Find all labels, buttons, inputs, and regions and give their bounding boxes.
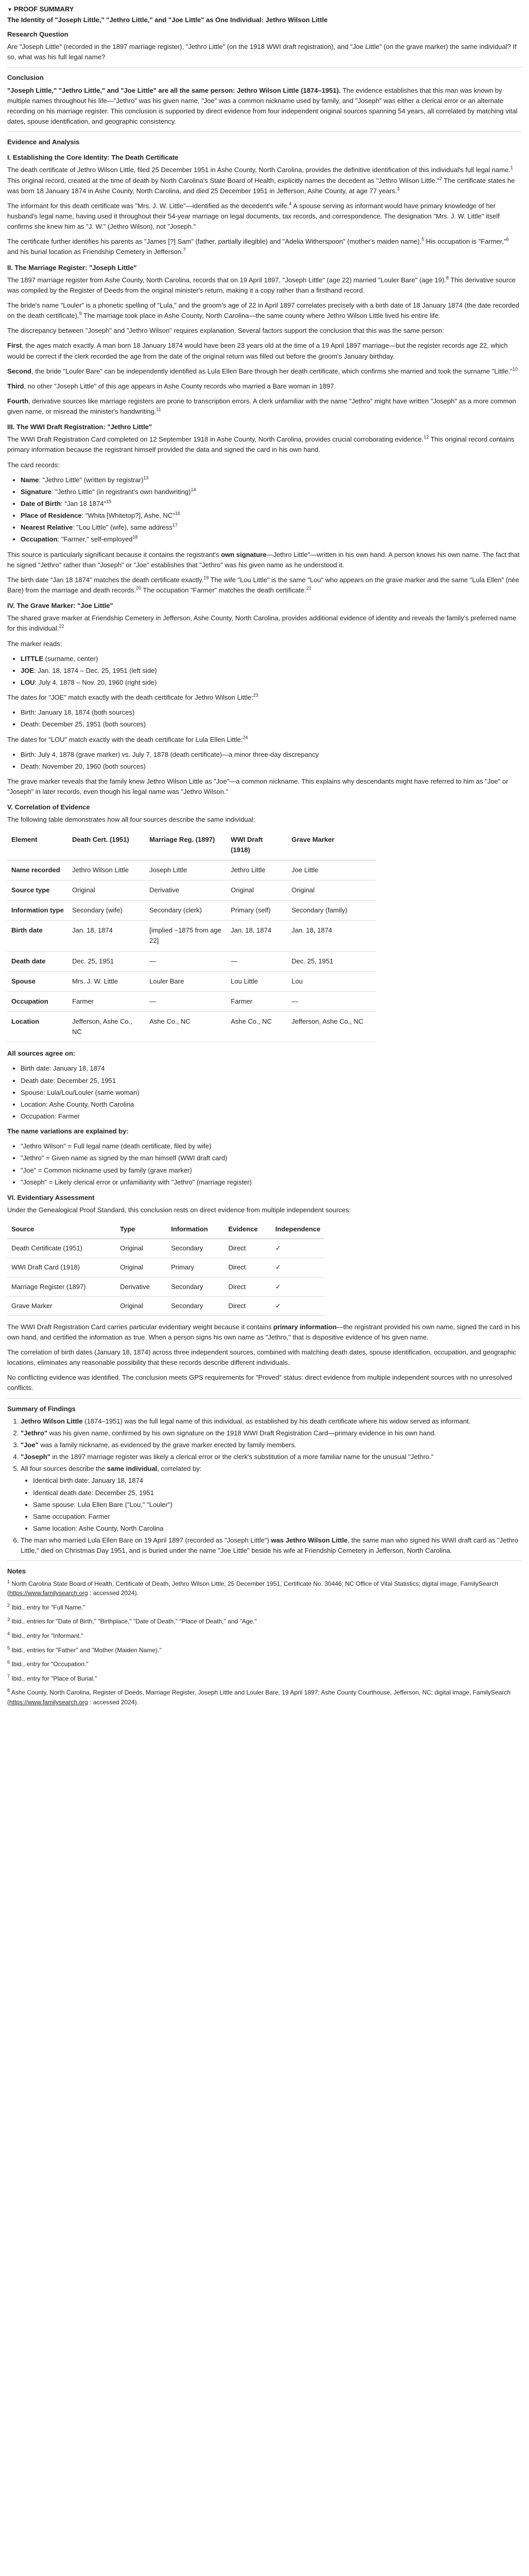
section-4-para-5: The grave marker reveals that the family knew Jethro Wilson Little as "Joe"—a common nickname. This explains why descendants might have referred to him as "Joe" or "Joseph" in later records, even though his legal name was "Jethro Wilson." <box>7 777 508 796</box>
table-cell: Dec. 25, 1951 <box>68 951 145 971</box>
footnote-ref[interactable]: 20 <box>136 585 142 591</box>
list-item: • LOU: July 4, 1878 – Nov. 20, 1960 (right side) <box>21 677 522 688</box>
list-item: • Place of Residence: "Whita [Whitetop?], Ashe, NC"$^{16}$ <box>21 511 522 521</box>
table-row <box>7 860 376 880</box>
list-item: • Birth: July 4, 1878 (grave marker) vs. July 7, 1878 (death certificate)—a minor three-day discrepancy <box>21 750 522 760</box>
section-6-para-2: The WWI Draft Registration Card carries particular evidentiary weight because it contains primary information—the registrant provided his own name, signed the card in his own hand, and certified the information as true. When a person signs his own name as "Jethro," that is dispositive evidence of his given name. <box>7 1323 520 1341</box>
list-item: 4. "Joseph" in the 1897 marriage register was likely a clerical error or the clerk's substitution of a more familiar name for the unusual "Jethro." <box>21 1452 522 1462</box>
table-cell: Information type <box>7 901 68 921</box>
list-item: • "Jethro Wilson" = Full legal name (death certificate, filed by wife) <box>21 1141 522 1151</box>
marker-list <box>7 654 522 688</box>
correlation-header-cell: Grave Marker <box>287 830 376 860</box>
list-item: 5. All four sources describe the same individual, correlated by: • Identical birth date: January 18, 1874 • Identical death date: December 25, 1951 • Same spouse: Lula Ellen Bare ("Lou," "Louler") • Same occupation: Farmer • Same location: Ashe County, North Carolina <box>21 1464 522 1534</box>
section-6-para-3: The correlation of birth dates (January 18, 1874) across three independent sources, combined with matching death dates, spouse identification, occupation, and geographic locations, eliminates any reasonable possibility that these records describe different individuals. <box>7 1348 516 1367</box>
table-cell: Original <box>227 880 287 900</box>
draft-card-list <box>7 475 522 545</box>
list-item: • Birth date: January 18, 1874 <box>21 1063 522 1074</box>
footnote-ref[interactable]: 24 <box>243 735 248 740</box>
section-6-para-4: No conflicting evidence was identified. The conclusion meets GPS requirements for "Proved" status: direct evidence from multiple independent sources with no unresolved conflicts. <box>7 1374 513 1392</box>
section-4-para-4: The dates for "LOU" match exactly with the death certificate for Lula Ellen Little:$^{24}$ <box>7 735 248 743</box>
table-cell: Source type <box>7 880 68 900</box>
footnote-ref[interactable]: 10 <box>513 366 518 372</box>
table-cell: Original <box>116 1239 167 1258</box>
summary-list <box>7 1416 522 1556</box>
page-title: The Identity of "Joseph Little," "Jethro Little," and "Joe Little" as One Individual: Jethro Wilson Little <box>7 16 328 24</box>
table-row <box>7 880 376 900</box>
summary-heading: Summary of Findings <box>7 1404 76 1413</box>
list-item: 1. Jethro Wilson Little (1874–1951) was the full legal name of this individual, as established by his death certificate where his widow served as informant. <box>21 1416 522 1427</box>
table-cell: Jethro Wilson Little <box>68 860 145 880</box>
table-row <box>7 951 376 971</box>
section-3-heading: III. The WWI Draft Registration: "Jethro Little" <box>7 423 152 431</box>
triangle-down-icon: ▼ <box>7 7 12 13</box>
footnote-number: 2 <box>7 1602 10 1608</box>
table-cell: ✓ <box>271 1258 325 1277</box>
table-cell: Joseph Little <box>145 860 227 880</box>
list-item: • Occupation: "Farmer," self-employed$^{18}$ <box>21 534 522 545</box>
footnote-number: 4 <box>7 1631 10 1636</box>
table-row <box>7 971 376 991</box>
list-item: • Same location: Ashe County, North Carolina <box>33 1523 522 1534</box>
table-cell: Secondary <box>167 1296 224 1315</box>
conclusion-bold: "Joseph Little," "Jethro Little," and "Joe Little" are all the same person: Jethro Wilson Little (1874–1951). <box>7 86 341 94</box>
table-row <box>7 1258 325 1277</box>
list-item: • Identical death date: December 25, 1951 <box>33 1488 522 1498</box>
table-cell: Primary (self) <box>227 901 287 921</box>
table-cell: Direct <box>224 1239 271 1258</box>
table-cell: — <box>287 991 376 1011</box>
table-cell: Secondary (family) <box>287 901 376 921</box>
table-cell: Spouse <box>7 971 68 991</box>
section-3-para-3: This source is particularly significant because it contains the registrant's own signature—Jethro Little"—written in his own hand. A person knows his own name. The fact that he signed "Jethro" rather than "Joseph" or "Joe" establishes that "Jethro" was his given name as he understood it. <box>7 550 520 569</box>
table-cell: — <box>145 991 227 1011</box>
footnote-ref[interactable]: 8 <box>446 275 449 281</box>
list-item: • JOE: Jan. 18, 1874 – Dec. 25, 1951 (left side) <box>21 666 522 676</box>
independence-header-cell: Independence <box>271 1220 325 1239</box>
footnote-ref[interactable]: 17 <box>172 523 178 528</box>
list-item: • Occupation: Farmer <box>21 1111 522 1122</box>
notes-heading: Notes <box>7 1567 26 1575</box>
table-cell: Grave Marker <box>7 1296 116 1315</box>
section-1-para-1: The death certificate of Jethro Wilson Little, filed 25 December 1951 in Ashe County, North Carolina, provides the definitive identification of this individual's full legal name.$^1$ This original record, created at the time of death by North Carolina's State Board of Health, explicitly names the decedent as "Jethro Wilson Little."$^2$ The certificate states he was born 18 January 1874 in Ashe County, North Carolina, and died 25 December 1951 in Jefferson, Ashe County, at age 77 years.$^3$ <box>7 165 515 195</box>
section-3-para-2: The card records: <box>7 461 60 469</box>
table-row <box>7 991 376 1011</box>
evidence-heading: Evidence and Analysis <box>7 138 80 146</box>
footnote-ref[interactable]: 15 <box>106 499 112 504</box>
table-cell: Marriage Register (1897) <box>7 1277 116 1296</box>
list-item: • "Joe" = Common nickname used by family (grave marker) <box>21 1165 522 1176</box>
footnote-number: 5 <box>7 1645 10 1651</box>
section-2-heading: II. The Marriage Register: "Joseph Little" <box>7 263 137 272</box>
footnote: $^4$ Ibid., entry for "Informant." <box>7 1631 83 1639</box>
section-3-para-1: The WWI Draft Registration Card completed on 12 September 1918 in Ashe County, North Carolina, provides crucial corroborating evidence.$^{12}$ This original record contains primary information because the registrant himself provided the data and signed the card in his own hand. <box>7 435 515 454</box>
section-1-para-2: The informant for this death certificate was "Mrs. J. W. Little"—identified as the decedent's wife.$^4$ A spouse serving as informant would have primary knowledge of her husband's legal name, having used it throughout their 54-year marriage on legal documents, tax records, and correspondence. The designation "Mrs. J. W. Little" itself confirms she knew him as "J. W." (Jethro Wilson), not "Joseph." <box>7 201 500 231</box>
list-item: 2. "Jethro" was his given name, confirmed by his own signature on the 1918 WWI Draft Registration Card—primary evidence in his own hand. <box>21 1428 522 1438</box>
section-header-label: PROOF SUMMARY <box>13 5 74 13</box>
list-item: 6. The man who married Lula Ellen Bare on 19 April 1897 (recorded as "Joseph Little") was Jethro Wilson Little, the same man who signed his WWI draft card as "Jethro Little," died on Christmas Day 1951, and is buried under the name "Joe Little" beside his wife at Friendship Cemetery in Jefferson, North Carolina. <box>21 1535 522 1556</box>
section-4-para-2: The marker reads: <box>7 639 62 648</box>
agree-list <box>7 1063 522 1122</box>
table-cell: Occupation <box>7 991 68 1011</box>
table-row <box>7 921 376 951</box>
table-cell: Secondary (wife) <box>68 901 145 921</box>
table-row <box>7 1239 325 1258</box>
section-1-para-3: The certificate further identifies his parents as "James [?] Sam" (father, partially illegible) and "Adelia Witherspoon" (mother's maiden name).$^5$ His occupation is "Farmer,"$^6$ and his burial location as Friendship Cemetery in Jefferson.$^7$ <box>7 236 509 256</box>
notes-list <box>7 1579 522 1707</box>
footnote-ref[interactable]: 11 <box>156 406 161 412</box>
footnote-ref[interactable]: 9 <box>79 311 82 316</box>
section-4-para-3: The dates for "JOE" match exactly with the death certificate for Jethro Wilson Little:$^{23}$ <box>7 692 259 702</box>
footnote-ref[interactable]: 7 <box>183 247 186 253</box>
table-cell: Original <box>116 1258 167 1277</box>
list-item: • Spouse: Lula/Lou/Louler (same woman) <box>21 1088 522 1098</box>
familysearch-link[interactable]: https://www.familysearch.org <box>9 1698 88 1706</box>
footnote: $^5$ Ibid., entries for "Father" and "Mother (Maiden Name)." <box>7 1645 162 1654</box>
footnote: $^3$ Ibid., entries for "Date of Birth," "Birthplace," "Date of Death," "Place of Death," and "Age." <box>7 1617 257 1625</box>
conclusion-body: The evidence establishes that this man was known by multiple names throughout his life—"Jethro" was his given name, "Joe" was a common nickname used by family, and "Joseph" was either a clerical error or an alternate recording on his marriage register. This conclusion is supported by direct evidence from four independent original sources spanning 54 years, all correlated by matching vital dates, spouse identification, and geographic consistency. <box>7 86 518 125</box>
independence-header-cell: Type <box>116 1220 167 1239</box>
table-cell: Farmer <box>68 991 145 1011</box>
research-question-heading: Research Question <box>7 30 69 38</box>
section-2-para-2: The bride's name "Louler" is a phonetic spelling of "Lula," and the groom's age of 22 in April 1897 correlates precisely with a birth date of 18 January 1874 (the date recorded on the death certificate).$^9$ The marriage took place in Ashe County, North Carolina—the same county where Jethro Wilson Little lived his entire life. <box>7 301 519 320</box>
list-item: • Birth: January 18, 1874 (both sources) <box>21 707 522 718</box>
list-item: • Signature: "Jethro Little" (in registrant's own handwriting)$^{14}$ <box>21 487 522 497</box>
section-2-para-3: The discrepancy between "Joseph" and "Jethro Wilson" requires explanation. Several factors support the conclusion that this was the same person: <box>7 327 445 335</box>
table-row <box>7 1296 325 1315</box>
list-item: • Location: Ashe County, North Carolina <box>21 1099 522 1110</box>
section-2-fourth: Fourth, derivative sources like marriage registers are prone to transcription errors. A clerk unfamiliar with the name "Jethro" might have written "Joseph" as a more common given name, or misread the minister's handwriting.$^{11}$ <box>7 397 517 416</box>
familysearch-link[interactable]: https://www.familysearch.org <box>9 1589 88 1597</box>
footnote-number: 6 <box>7 1659 10 1665</box>
table-cell: WWI Draft Card (1918) <box>7 1258 116 1277</box>
table-cell: Joe Little <box>287 860 376 880</box>
independence-header-cell: Source <box>7 1220 116 1239</box>
footnote: $^1$ North Carolina State Board of Health, Certificate of Death, Jethro Wilson Little, 25 December 1951, Certificate No. 30446; NC Office of Vital Statistics; digital image, FamilySearch (https://www.familysearch.org : accessed 2024). <box>7 1579 499 1597</box>
section-header[interactable] <box>7 4 522 14</box>
table-cell: Original <box>68 880 145 900</box>
table-cell: Farmer <box>227 991 287 1011</box>
table-cell: Direct <box>224 1277 271 1296</box>
lou-dates-list <box>7 750 522 772</box>
conclusion-heading: Conclusion <box>7 74 44 82</box>
divider <box>7 1398 522 1399</box>
list-item: • Name: "Jethro Little" (written by registrar)$^{13}$ <box>21 475 522 485</box>
list-item: 3. "Joe" was a family nickname, as evidenced by the grave marker erected by family members. <box>21 1440 522 1450</box>
table-cell: Louler Bare <box>145 971 227 991</box>
footnote-ref[interactable]: 14 <box>191 487 196 493</box>
correlation-header-cell: Death Cert. (1951) <box>68 830 145 860</box>
table-row <box>7 901 376 921</box>
independence-table <box>7 1220 325 1316</box>
independence-header-cell: Information <box>167 1220 224 1239</box>
table-cell: Dec. 25, 1951 <box>287 951 376 971</box>
footnote-ref[interactable]: 1 <box>510 165 514 171</box>
list-item: • Date of Birth: "Jan 18 1874"$^{15}$ <box>21 499 522 509</box>
table-cell: Jethro Little <box>227 860 287 880</box>
research-question-text: Are "Joseph Little" (recorded in the 1897 marriage register), "Jethro Little" (on the 1918 WWI draft registration), and "Joe Little" (on the grave marker) the same individual? If so, what was his full legal name? <box>7 43 517 61</box>
table-cell: Jefferson, Ashe Co., NC <box>287 1011 376 1042</box>
table-cell: — <box>145 951 227 971</box>
table-cell: Secondary (clerk) <box>145 901 227 921</box>
footnote-ref[interactable]: 22 <box>59 624 64 630</box>
correlation-sublist <box>21 1476 522 1534</box>
footnote-ref[interactable]: 12 <box>423 435 429 440</box>
table-cell: Original <box>287 880 376 900</box>
table-cell: Jan. 18, 1874 <box>68 921 145 951</box>
footnote-ref[interactable]: 5 <box>421 236 424 242</box>
section-4-para-1: The shared grave marker at Friendship Cemetery in Jefferson, Ashe County, North Carolina, provides additional evidence of identity and reveals the family's preferred name for this individual.$^{22}$ <box>7 614 517 633</box>
table-cell: Secondary <box>167 1239 224 1258</box>
variations-heading: The name variations are explained by: <box>7 1127 129 1136</box>
list-item: • Death: December 25, 1951 (both sources) <box>21 719 522 730</box>
table-cell: Derivative <box>116 1277 167 1296</box>
footnote-ref[interactable]: 13 <box>143 475 149 481</box>
table-cell: Ashe Co., NC <box>227 1011 287 1042</box>
section-2-para-1: The 1897 marriage register from Ashe County, North Carolina, records that on 19 April 1897, "Joseph Little" (age 22) married "Louler Bare" (age 19).$^8$ This derivative source was compiled by the Register of Deeds from the original minister's return, making it a copy rather than a firsthand record. <box>7 275 516 294</box>
footnote-ref[interactable]: 2 <box>439 176 442 181</box>
table-row <box>7 1277 325 1296</box>
list-item: • "Jethro" = Given name as signed by the man himself (WWI draft card) <box>21 1153 522 1163</box>
table-cell: Mrs. J. W. Little <box>68 971 145 991</box>
section-5-para-1: The following table demonstrates how all four sources describe the same individual: <box>7 816 255 824</box>
table-cell: ✓ <box>271 1296 325 1315</box>
table-cell: Direct <box>224 1296 271 1315</box>
footnote-number: 7 <box>7 1673 10 1679</box>
footnote-ref[interactable]: 16 <box>175 511 180 516</box>
table-cell: ✓ <box>271 1277 325 1296</box>
table-cell: Secondary <box>167 1277 224 1296</box>
table-cell: Lou <box>287 971 376 991</box>
table-cell: Birth date <box>7 921 68 951</box>
footnote-ref[interactable]: 21 <box>306 585 312 591</box>
table-cell: — <box>227 951 287 971</box>
table-cell: Jan. 18, 1874 <box>227 921 287 951</box>
list-item: • Same spouse: Lula Ellen Bare ("Lou," "Louler") <box>33 1500 522 1510</box>
variations-list <box>7 1141 522 1188</box>
section-2-second: Second, the bride "Louler Bare" can be independently identified as Lula Ellen Bare through her death certificate, which confirms she married and took the surname "Little."$^{10}$ <box>7 366 518 375</box>
table-row <box>7 1011 376 1042</box>
list-item: • Death: November 20, 1960 (both sources) <box>21 761 522 772</box>
section-5-heading: V. Correlation of Evidence <box>7 803 90 811</box>
table-cell: Primary <box>167 1258 224 1277</box>
table-cell: Jan. 18, 1874 <box>287 921 376 951</box>
footnote: $^2$ Ibid., entry for "Full Name." <box>7 1602 86 1611</box>
list-item: • Nearest Relative: "Lou Little" (wife), same address$^{17}$ <box>21 522 522 533</box>
agree-heading: All sources agree on: <box>7 1049 76 1058</box>
correlation-header-cell: Element <box>7 830 68 860</box>
table-cell: Ashe Co., NC <box>145 1011 227 1042</box>
table-cell: Name recorded <box>7 860 68 880</box>
section-1-heading: I. Establishing the Core Identity: The Death Certificate <box>7 154 179 162</box>
footnote-ref[interactable]: 3 <box>397 186 400 192</box>
table-cell: Derivative <box>145 880 227 900</box>
list-item: • Identical birth date: January 18, 1874 <box>33 1476 522 1486</box>
footnote-ref[interactable]: 18 <box>132 535 138 540</box>
footnote-number: 8 <box>7 1688 10 1693</box>
footnote: $^6$ Ibid., entry for "Occupation." <box>7 1659 89 1668</box>
list-item: • Death date: December 25, 1951 <box>21 1076 522 1086</box>
section-2-first: First, the ages match exactly. A man born 18 January 1874 would have been 23 years old at the time of a 19 April 1897 marriage—but the register records age 22, which would be correct if the clerk recorded the age from the date of the original return was filled out before the groom's January birthday. <box>7 342 508 360</box>
table-cell: Death date <box>7 951 68 971</box>
table-cell: Location <box>7 1011 68 1042</box>
independence-header-cell: Evidence <box>224 1220 271 1239</box>
footnote-ref[interactable]: 19 <box>203 575 209 581</box>
divider <box>7 131 522 132</box>
footnote-ref[interactable]: 6 <box>506 236 509 242</box>
footnote: $^7$ Ibid., entry for "Place of Burial." <box>7 1673 97 1682</box>
list-item: • LITTLE (surname, center) <box>21 654 522 664</box>
table-cell: Jefferson, Ashe Co., NC <box>68 1011 145 1042</box>
table-cell: Direct <box>224 1258 271 1277</box>
correlation-table <box>7 830 376 1043</box>
section-4-heading: IV. The Grave Marker: "Joe Little" <box>7 602 113 610</box>
correlation-header-cell: Marriage Reg. (1897) <box>145 830 227 860</box>
list-item: • Same occupation: Farmer <box>33 1512 522 1522</box>
section-3-para-4: The birth date "Jan 18 1874" matches the death certificate exactly.$^{19}$ The wife "Lou Little" is the same "Lou" who appears on the grave marker and the same "Lula Ellen" (née Bare) from the marriage and death records.$^{20}$ The occupation "Farmer" matches the death certificate.$^{21}$ <box>7 575 519 595</box>
footnote-number: 1 <box>7 1579 10 1584</box>
section-2-third: Third, no other "Joseph Little" of this age appears in Ashe County records who married a Bare woman in 1897. <box>7 382 336 390</box>
table-cell: Lou Little <box>227 971 287 991</box>
conclusion-text <box>7 86 522 127</box>
section-6-para-1: Under the Genealogical Proof Standard, this conclusion rests on direct evidence from multiple independent sources: <box>7 1206 351 1214</box>
table-cell: Death Certificate (1951) <box>7 1239 116 1258</box>
table-cell: Original <box>116 1296 167 1315</box>
footnote-ref[interactable]: 23 <box>253 692 259 698</box>
table-cell: [implied ~1875 from age 22] <box>145 921 227 951</box>
table-cell: ✓ <box>271 1239 325 1258</box>
section-6-heading: VI. Evidentiary Assessment <box>7 1193 95 1201</box>
footnote-ref[interactable]: 4 <box>289 201 292 207</box>
joe-dates-list <box>7 707 522 730</box>
list-item: • "Joseph" = Likely clerical error or unfamiliarity with "Jethro" (marriage register) <box>21 1177 522 1188</box>
footnote: $^8$ Ashe County, North Carolina, Register of Deeds, Marriage Register, Joseph Little and Louler Bare, 19 April 1897; Ashe County Courthouse, Jefferson, NC; digital image, FamilySearch (https://www.familysearch.org : accessed 2024). <box>7 1688 511 1706</box>
footnote-number: 3 <box>7 1617 10 1622</box>
correlation-header-cell: WWI Draft (1918) <box>227 830 287 860</box>
